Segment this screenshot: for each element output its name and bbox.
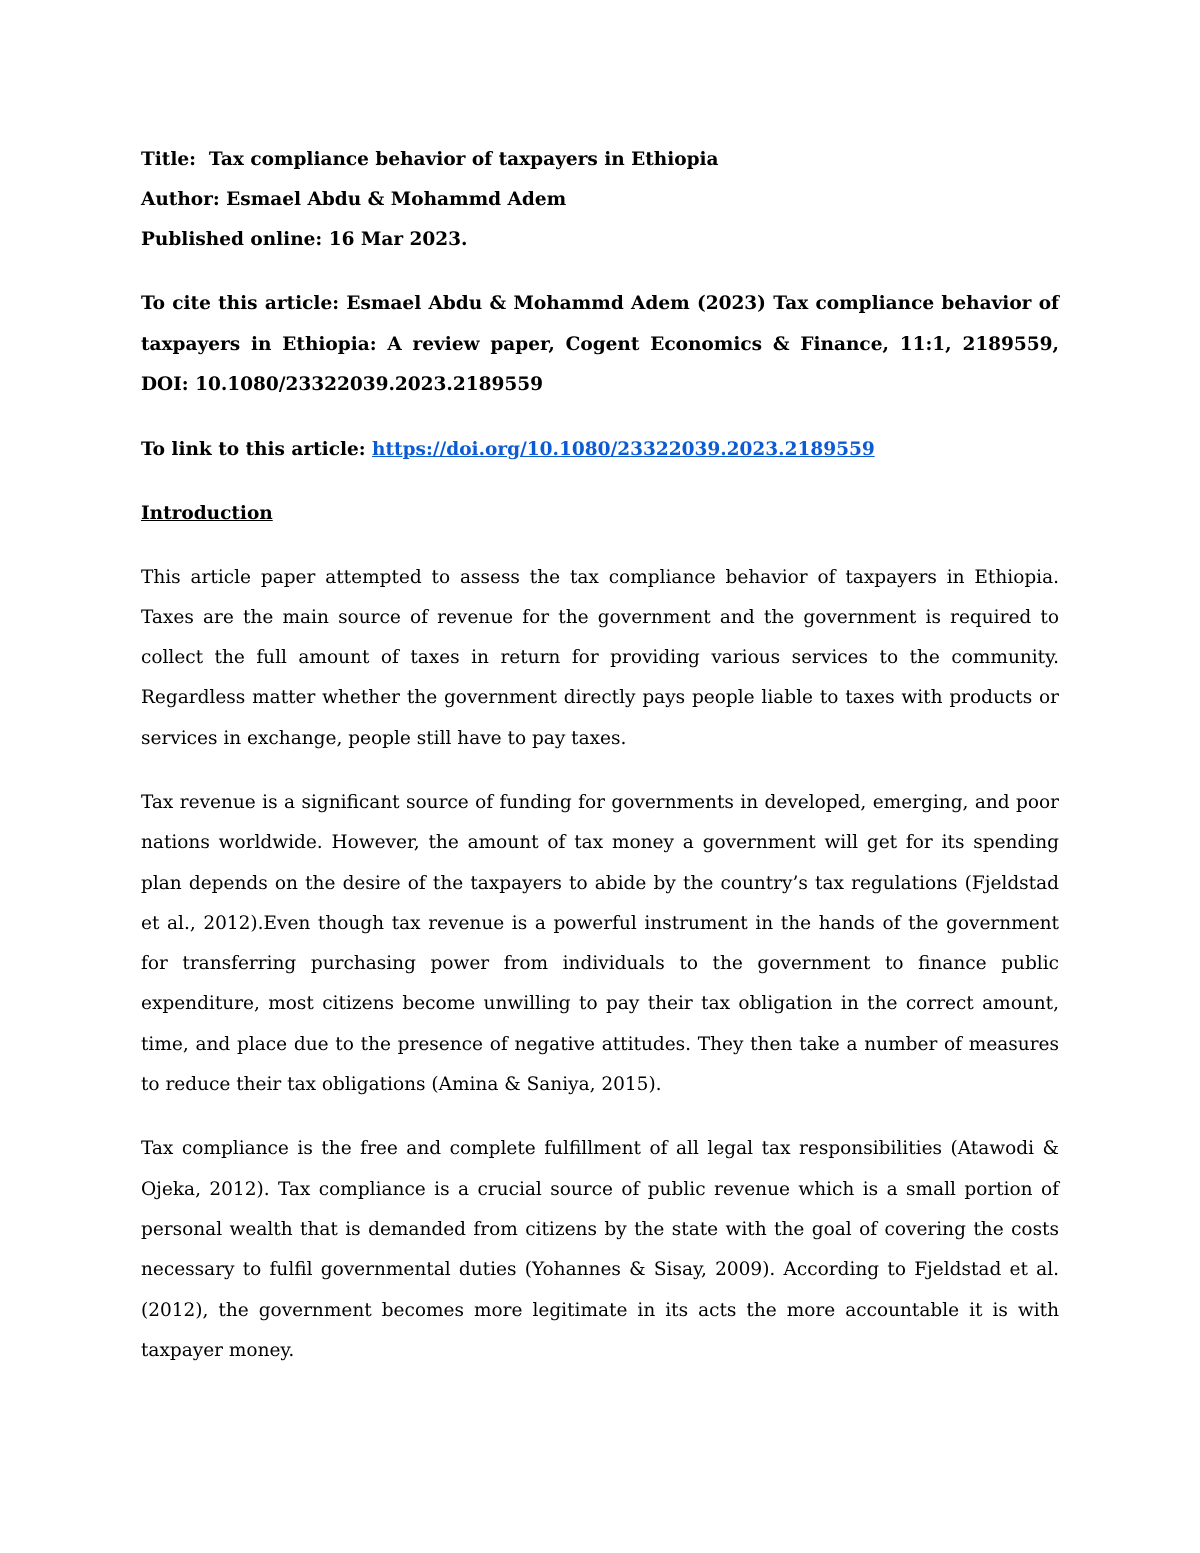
cite-label: To cite this article: <box>141 293 340 314</box>
article-title: Tax compliance behavior of taxpayers in Ethiopia <box>208 149 719 170</box>
doi-link[interactable]: https://doi.org/10.1080/23322039.2023.2189559 <box>372 438 875 460</box>
published-label: Published online: <box>141 229 323 250</box>
author-label: Author: <box>141 189 220 210</box>
author-line <box>141 180 1059 220</box>
title-line <box>141 140 1059 180</box>
published-line <box>141 220 1059 260</box>
paragraph: Tax revenue is a significant source of funding for governments in developed, emerging, and poor nations worldwide. However, the amount of tax money a government will get for its spending plan depends on the desire of the taxpayers to abide by the country’s tax regulations (Fjeldstad et al., 2012).Even though tax revenue is a powerful instrument in the hands of the government for transferring purchasing power from individuals to the government to finance public expenditure, most citizens become unwilling to pay their tax obligation in the correct amount, time, and place due to the presence of negative attitudes. They then take a number of measures to reduce their tax obligations (Amina & Saniya, 2015). <box>141 791 1059 1096</box>
section-heading-introduction: Introduction <box>141 502 273 524</box>
title-label: Title: <box>141 149 196 170</box>
citation-text: Esmael Abdu & Mohammd Adem (2023) Tax compliance behavior of taxpayers in Ethiopia: A review paper, Cogent Economics & Finance, 11:1, 2189559, DOI: 10.1080/23322039.2023.2189559 <box>141 293 1059 395</box>
doi-link-line <box>141 430 1059 470</box>
link-label: To link to this article: <box>141 438 366 460</box>
paragraph: Tax compliance is the free and complete fulfillment of all legal tax responsibilities (Atawodi & Ojeka, 2012). Tax compliance is a crucial source of public revenue which is a small portion of personal wealth that is demanded from citizens by the state with the goal of covering the costs necessary to fulfil governmental duties (Yohannes & Sisay, 2009). According to Fjeldstad et al. (2012), the government becomes more legitimate in its acts the more accountable it is with taxpayer money. <box>141 1138 1059 1361</box>
citation-block <box>141 284 1059 406</box>
document-page <box>141 140 1059 1371</box>
published-date: 16 Mar 2023. <box>328 229 468 250</box>
article-authors: Esmael Abdu & Mohammd Adem <box>226 189 567 210</box>
paragraph: This article paper attempted to assess the tax compliance behavior of taxpayers in Ethiopia. Taxes are the main source of revenue for the government and the government is required to collect the full amount of taxes in return for providing various services to the community. Regardless matter whether the government directly pays people liable to taxes with products or services in exchange, people still have to pay taxes. <box>141 566 1059 749</box>
